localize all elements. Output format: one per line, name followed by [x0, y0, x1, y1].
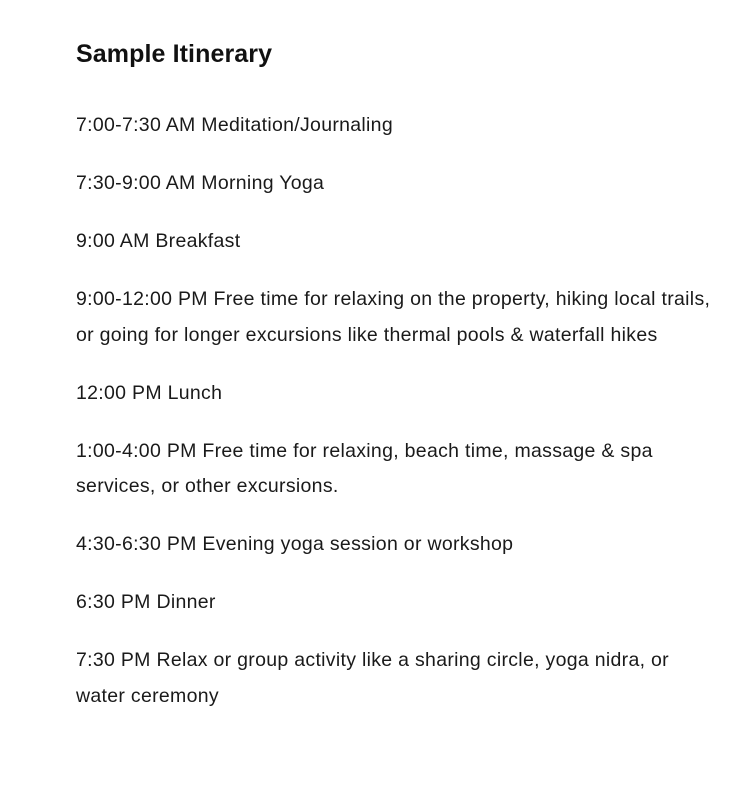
itinerary-item: 4:30-6:30 PM Evening yoga session or workshop — [76, 533, 514, 555]
itinerary-item: 9:00 AM Breakfast — [76, 230, 241, 252]
itinerary-item: 12:00 PM Lunch — [76, 381, 223, 404]
itinerary-item: 7:30-9:00 AM Morning Yoga — [76, 172, 325, 194]
itinerary-item: 6:30 PM Dinner — [76, 591, 216, 613]
itinerary-item: 7:30 PM Relax or group activity like a sharing circle, yoga nidra, or water ceremony — [76, 649, 669, 707]
page-title: Sample Itinerary — [76, 40, 273, 68]
itinerary-item: 9:00-12:00 PM Free time for relaxing on the property, hiking local trails, or going for longer excursions like thermal pools & waterfall hikes — [76, 288, 711, 346]
itinerary-item: 7:00-7:30 AM Meditation/Journaling — [76, 114, 393, 136]
itinerary-item: 1:00-4:00 PM Free time for relaxing, beach time, massage & spa services, or other excursions. — [76, 439, 653, 497]
itinerary-list — [76, 108, 716, 714]
